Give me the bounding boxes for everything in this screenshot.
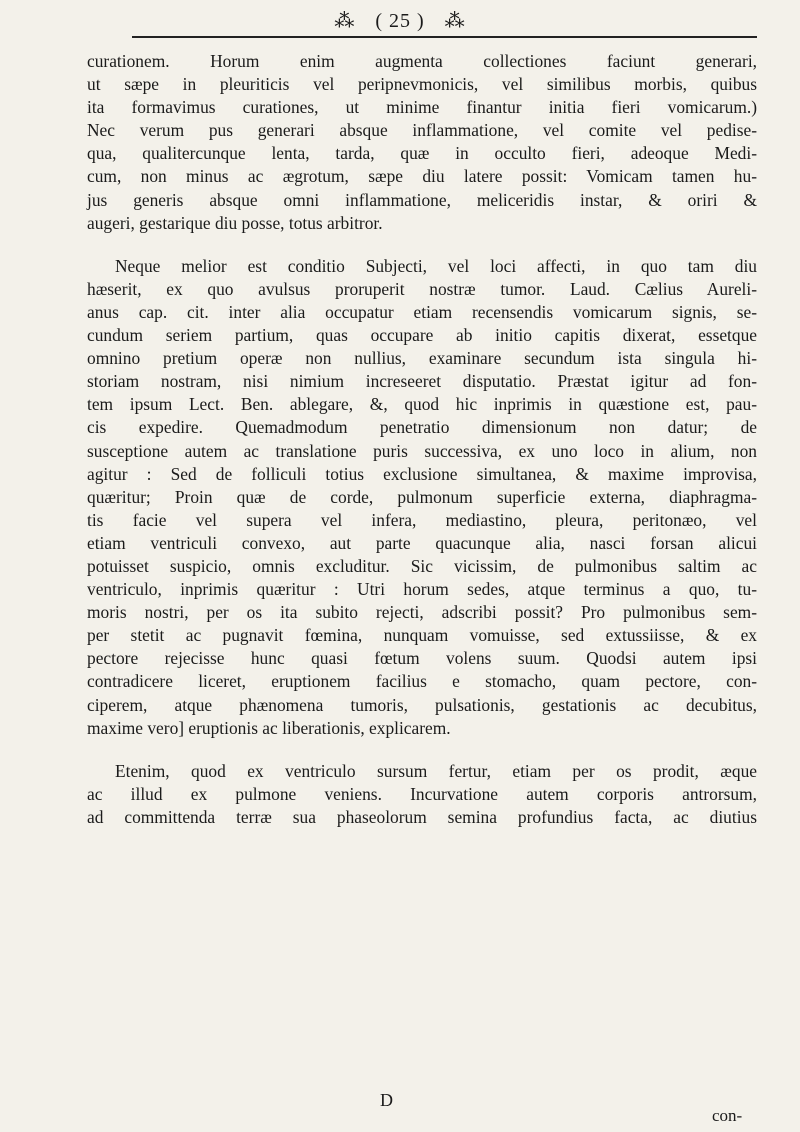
text-line: qua, qualitercunque lenta, tarda, quæ in occulto fieri, adeoque Medi-: [87, 143, 757, 164]
text-line: hæserit, ex quo avulsus proruperit nostræ tumor. Laud. Cælius Aureli-: [87, 278, 757, 299]
page-header: [0, 8, 800, 33]
text-line: tis facie vel supera vel infera, mediastino, pleura, peritonæo, vel: [87, 509, 757, 530]
header-rule: [132, 36, 757, 38]
text-line: ac illud ex pulmone veniens. Incurvatione autem corporis antrorsum,: [87, 783, 757, 804]
page-body: [87, 50, 757, 829]
text-line: anus cap. cit. inter alia occupatur etiam recensendis vomicarum signis, se-: [87, 301, 757, 322]
text-line: cum, non minus ac ægrotum, sæpe diu latere possit: Vomicam tamen hu-: [87, 166, 757, 187]
text-line: susceptione autem ac translatione puris successiva, ex uno loco in alium, non: [87, 440, 757, 461]
text-line: curationem. Horum enim augmenta collectiones faciunt generari,: [87, 51, 757, 71]
text-line: agitur : Sed de folliculi totius exclusione simultanea, & maxime improvisa,: [87, 463, 757, 484]
ornament-right: ⁂: [444, 10, 466, 32]
text-line: ventriculo, inprimis quæritur : Utri horum sedes, atque terminus a quo, tu-: [87, 579, 757, 600]
text-line: ut sæpe in pleuriticis vel peripnevmonicis, vel similibus morbis, quibus: [87, 74, 757, 95]
paragraph-3: [87, 760, 757, 829]
text-line: moris nostri, per os ita subito rejecti, adscribi possit? Pro pulmonibus sem-: [87, 602, 757, 623]
text-line: Etenim, quod ex ventriculo sursum fertur, etiam per os prodit, æque: [115, 760, 757, 781]
text-line: ad committenda terræ sua phaseolorum semina profundius facta, ac diutius: [87, 806, 757, 827]
text-line: Neque melior est conditio Subjecti, vel loci affecti, in quo tam diu: [115, 255, 757, 276]
text-line: storiam nostram, nisi nimium increseeret disputatio. Præstat igitur ad fon-: [87, 371, 757, 392]
text-line: per stetit ac pugnavit fœmina, nunquam vomuisse, sed extussiisse, & ex: [87, 625, 757, 646]
text-line: etiam ventriculi convexo, aut parte quacunque alia, nasci forsan alicui: [87, 532, 757, 553]
text-line: ciperem, atque phænomena tumoris, pulsationis, gestationis ac decubitus,: [87, 694, 757, 715]
text-line: ita formavimus curationes, ut minime finantur initia fieri vomicarum.): [87, 97, 757, 118]
text-line: maxime vero] eruptionis ac liberationis, explicarem.: [87, 717, 451, 738]
ornament-left: ⁂: [334, 10, 356, 32]
text-line: quæritur; Proin quæ de corde, pulmonum superficie externa, diaphragma-: [87, 486, 757, 507]
catchword: con-: [712, 1106, 743, 1125]
paragraph-1: [87, 50, 757, 235]
text-line: Nec verum pus generari absque inflammatione, vel comite vel pedise-: [87, 120, 757, 141]
signature-mark: D: [380, 1090, 393, 1110]
page-number: ( 25 ): [375, 10, 425, 32]
text-line: cis expedire. Quemadmodum penetratio dimensionum non datur; de: [87, 417, 757, 438]
paragraph-2: [87, 255, 757, 740]
text-line: pectore rejecisse hunc quasi fœtum volens suum. Quodsi autem ipsi: [87, 648, 757, 669]
text-line: jus generis absque omni inflammatione, meliceridis instar, & oriri &: [87, 189, 757, 210]
text-line: cundum seriem partium, quas occupare ab initio capitis dixerat, essetque: [87, 325, 757, 346]
text-line: tem ipsum Lect. Ben. ablegare, &, quod hic inprimis in quæstione est, pau-: [87, 394, 757, 415]
text-line: potuisset suspicio, omnis excluditur. Sic vicissim, de pulmonibus saltim ac: [87, 555, 757, 576]
text-line: contradicere liceret, eruptionem facilius e stomacho, quam pectore, con-: [87, 671, 757, 692]
text-line: augeri, gestarique diu posse, totus arbitror.: [87, 212, 383, 233]
text-line: omnino pretium operæ non nullius, examinare secundum ista singula hi-: [87, 348, 757, 369]
